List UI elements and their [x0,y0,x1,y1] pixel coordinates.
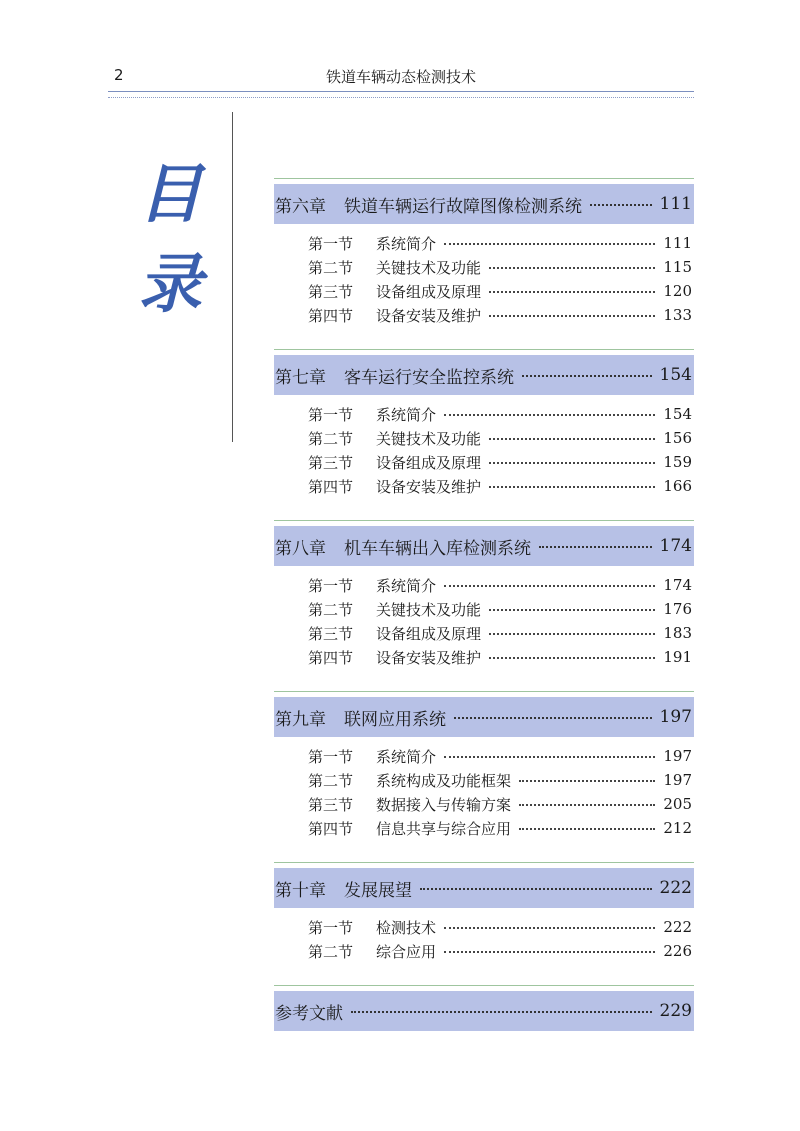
dot-leader [522,373,652,377]
table-of-contents [274,178,694,1031]
chapter-rule [274,178,694,179]
chapter-heading[interactable] [274,184,694,224]
section-entry[interactable] [274,426,694,450]
section-entry[interactable] [274,939,694,963]
dot-leader [351,1009,652,1013]
chapter-page-number: 154 [659,365,692,385]
chapter-entry [274,178,694,327]
section-entry[interactable] [274,474,694,498]
section-number: 第三节 [308,453,354,472]
section-entry[interactable] [274,915,694,939]
section-number: 第二节 [308,771,354,790]
chapter-page-number: 222 [659,878,692,898]
section-title: 系统构成及功能框架 [376,771,512,790]
chapter-number: 第六章 [275,196,326,217]
header-dotted-rule [108,97,694,98]
chapter-number: 第十章 [275,880,326,901]
section-entry[interactable] [274,645,694,669]
section-list [274,566,694,669]
chapter-title: 联网应用系统 [344,709,446,730]
dot-leader [489,314,655,317]
chapter-page-number: 229 [659,1001,692,1021]
section-page-number: 197 [663,747,692,765]
chapter-entry [274,862,694,963]
section-title: 关键技术及功能 [376,258,482,277]
section-entry[interactable] [274,450,694,474]
dot-leader [489,461,655,464]
section-page-number: 120 [663,282,692,300]
dot-leader [489,290,655,293]
section-title: 关键技术及功能 [376,429,482,448]
chapter-entry [274,520,694,669]
toc-title-char: 录 [138,247,202,322]
section-entry[interactable] [274,768,694,792]
chapter-heading[interactable] [274,868,694,908]
section-entry[interactable] [274,231,694,255]
dot-leader [519,803,655,806]
section-entry[interactable] [274,303,694,327]
section-title: 设备组成及原理 [376,624,482,643]
section-title: 系统简介 [376,747,437,766]
chapter-rule [274,349,694,350]
chapter-rule [274,691,694,692]
header-rule [108,91,694,92]
section-page-number: 156 [663,429,692,447]
chapter-title: 发展展望 [344,880,412,901]
section-title: 系统简介 [376,405,437,424]
section-title: 设备安装及维护 [376,477,482,496]
section-entry[interactable] [274,279,694,303]
section-page-number: 176 [663,600,692,618]
section-title: 检测技术 [376,918,437,937]
dot-leader [489,266,655,269]
section-entry[interactable] [274,597,694,621]
section-title: 数据接入与传输方案 [376,795,512,814]
section-list [274,737,694,840]
section-number: 第三节 [308,282,354,301]
section-list [274,224,694,327]
section-title: 设备组成及原理 [376,453,482,472]
section-number: 第二节 [308,258,354,277]
section-number: 第四节 [308,306,354,325]
chapter-heading[interactable] [274,697,694,737]
section-number: 第三节 [308,795,354,814]
section-number: 第二节 [308,600,354,619]
dot-leader [444,413,655,416]
chapter-entry [274,691,694,840]
section-page-number: 166 [663,477,692,495]
section-number: 第二节 [308,429,354,448]
section-entry[interactable] [274,573,694,597]
dot-leader [590,202,652,206]
chapter-heading[interactable] [274,991,694,1031]
chapter-title: 机车车辆出入库检测系统 [344,538,531,559]
dot-leader [444,242,655,245]
section-page-number: 205 [663,795,692,813]
section-entry[interactable] [274,621,694,645]
section-number: 第四节 [308,648,354,667]
section-title: 系统简介 [376,234,437,253]
dot-leader [519,827,655,830]
chapter-rule [274,520,694,521]
dot-leader [539,544,652,548]
section-page-number: 197 [663,771,692,789]
chapter-entry [274,985,694,1031]
chapter-number: 第九章 [275,709,326,730]
section-title: 系统简介 [376,576,437,595]
dot-leader [519,779,655,782]
section-entry[interactable] [274,255,694,279]
running-header [108,66,694,86]
section-page-number: 174 [663,576,692,594]
section-number: 第一节 [308,405,354,424]
chapter-page-number: 174 [659,536,692,556]
section-list [274,395,694,498]
section-page-number: 133 [663,306,692,324]
section-number: 第一节 [308,234,354,253]
section-title: 综合应用 [376,942,437,961]
section-page-number: 115 [663,258,692,276]
chapter-entry [274,349,694,498]
section-number: 第二节 [308,942,354,961]
dot-leader [444,755,655,758]
section-number: 第一节 [308,918,354,937]
section-number: 第四节 [308,819,354,838]
chapter-rule [274,985,694,986]
toc-title-char: 目 [138,157,202,232]
chapter-title: 客车运行安全监控系统 [344,367,514,388]
section-page-number: 159 [663,453,692,471]
chapter-heading[interactable] [274,526,694,566]
section-page-number: 111 [663,234,692,252]
dot-leader [489,608,655,611]
section-page-number: 154 [663,405,692,423]
dot-leader [444,950,655,953]
chapter-rule [274,862,694,863]
section-number: 第四节 [308,477,354,496]
dot-leader [444,926,655,929]
chapter-page-number: 197 [659,707,692,727]
dot-leader [489,632,655,635]
page-number: 2 [114,66,124,84]
section-number: 第一节 [308,747,354,766]
vertical-divider [232,112,233,442]
section-title: 信息共享与综合应用 [376,819,512,838]
chapter-number: 第八章 [275,538,326,559]
section-entry[interactable] [274,792,694,816]
section-page-number: 222 [663,918,692,936]
section-title: 设备安装及维护 [376,306,482,325]
section-entry[interactable] [274,744,694,768]
dot-leader [489,485,655,488]
section-list [274,908,694,963]
section-title: 设备组成及原理 [376,282,482,301]
section-page-number: 191 [663,648,692,666]
chapter-title: 参考文献 [275,1003,343,1024]
chapter-title: 铁道车辆运行故障图像检测系统 [344,196,582,217]
section-page-number: 226 [663,942,692,960]
chapter-heading[interactable] [274,355,694,395]
section-page-number: 212 [663,819,692,837]
section-number: 第三节 [308,624,354,643]
section-entry[interactable] [274,402,694,426]
dot-leader [489,656,655,659]
chapter-page-number: 111 [659,194,692,214]
dot-leader [454,715,652,719]
toc-title [130,150,210,330]
section-page-number: 183 [663,624,692,642]
dot-leader [420,886,652,890]
section-title: 关键技术及功能 [376,600,482,619]
dot-leader [489,437,655,440]
section-title: 设备安装及维护 [376,648,482,667]
chapter-number: 第七章 [275,367,326,388]
running-title: 铁道车辆动态检测技术 [325,68,476,86]
section-entry[interactable] [274,816,694,840]
dot-leader [444,584,655,587]
section-number: 第一节 [308,576,354,595]
